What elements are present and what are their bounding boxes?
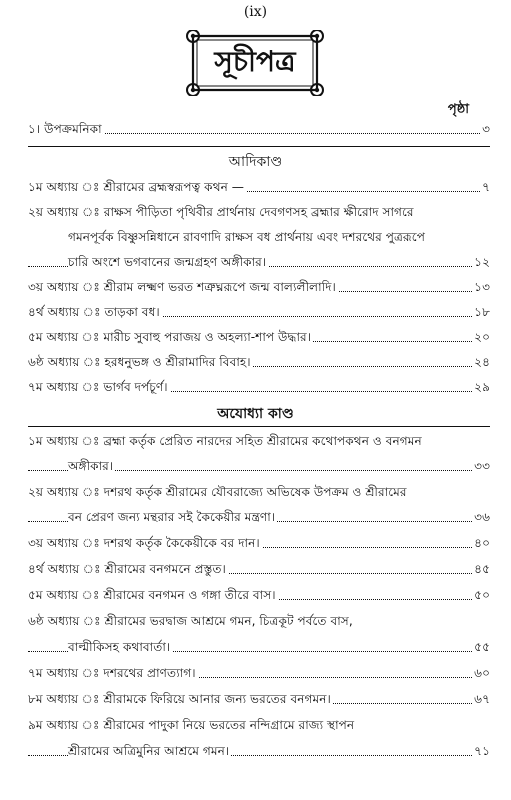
entry-text-continued: বাল্মীকিসহ কথাবার্তা।	[68, 636, 172, 658]
section-heading: অযোধ্যা কাণ্ড	[217, 406, 294, 422]
entry-text-continued: গমনপূর্বক বিষ্ণুসন্নিধানে রাবণাদি রাক্ষস বধ প্রার্থনায় এবং দশরথের পুত্ররূপে	[68, 230, 425, 244]
title-frame	[183, 30, 327, 96]
entry-page: ২৯	[472, 376, 490, 398]
toc-entry[interactable]	[28, 376, 490, 398]
toc-entry-last-line[interactable]	[28, 455, 490, 477]
entry-text: ৭ম অধ্যায় ঃ দশরথের প্রাণত্যাগ।	[28, 662, 198, 684]
entry-text: ৪র্থ অধ্যায় ঃ শ্রীরামের বনগমনে প্রস্তুত।	[28, 558, 228, 580]
entry-page: ৩	[480, 118, 490, 140]
entry-text: ১ম অধ্যায় ঃ ব্রহ্মা কর্তৃক প্রেরিত নারদের সহিত শ্রীরামের কথোপকথন ও বনগমন	[28, 430, 424, 452]
entry-text-continued: অঙ্গীকার।	[68, 455, 115, 477]
entry-text: ১ম অধ্যায় ঃ শ্রীরামের ব্রহ্মস্বরূপত্ব কথন —	[28, 176, 246, 198]
toc-entry[interactable]	[28, 351, 490, 373]
toc-entry[interactable]	[28, 532, 490, 554]
toc-entry[interactable]	[28, 714, 490, 736]
toc-entry[interactable]	[28, 176, 490, 198]
entry-page: ৭	[480, 176, 490, 198]
entry-page: ৬০	[472, 662, 490, 684]
entry-text: ২য় অধ্যায় ঃ দশরথ কর্তৃক শ্রীরামের যৌবরাজ্যে অভিষেক উপক্রম ও শ্রীরামের	[28, 481, 409, 503]
toc-entry[interactable]	[28, 301, 490, 323]
entry-text: ৪র্থ অধ্যায় ঃ তাড়কা বধ।	[28, 301, 162, 323]
toc-entry[interactable]	[28, 688, 490, 710]
entry-page: ১২	[472, 251, 490, 273]
entry-text: ৯ম অধ্যায় ঃ শ্রীরামের পাদুকা নিয়ে ভরতের নন্দিগ্রামে রাজ্য স্থাপন	[28, 714, 356, 736]
toc-entry-last-line[interactable]	[28, 636, 490, 658]
toc-entry-last-line[interactable]	[28, 506, 490, 528]
toc-entry[interactable]	[28, 584, 490, 606]
entry-text: ৩য় অধ্যায় ঃ শ্রীরাম লক্ষ্মণ ভরত শত্রুঘ্নরূপে জন্ম বাল্যলীলাদি।	[28, 276, 338, 298]
entry-page: ৭১	[472, 740, 490, 762]
toc-entry[interactable]	[28, 481, 490, 503]
entry-page: ১৮	[472, 301, 490, 323]
toc-entry[interactable]	[28, 430, 490, 452]
entry-page: ৫০	[472, 584, 490, 606]
entry-text: ৩য় অধ্যায় ঃ দশরথ কর্তৃক কৈকেয়ীকে বর দান।	[28, 532, 262, 554]
entry-page: ৪০	[472, 532, 490, 554]
toc-entry[interactable]	[28, 662, 490, 684]
page-number: (ix)	[243, 4, 268, 20]
section-heading: আদিকাণ্ড	[228, 154, 283, 170]
toc-entry[interactable]	[28, 558, 490, 580]
toc-entry-last-line[interactable]	[28, 740, 490, 762]
entry-page: ৪৫	[472, 558, 490, 580]
toc-entry-intro[interactable]	[28, 118, 490, 140]
toc-entry[interactable]	[28, 326, 490, 348]
entry-page: ৩৬	[472, 506, 490, 528]
page-title: সূচীপত্র	[214, 44, 296, 78]
entry-text-continued: শ্রীরামের অত্রিমুনির আশ্রমে গমন।	[68, 740, 231, 762]
entry-text: ৫ম অধ্যায় ঃ মারীচ সুবাহু পরাজয় ও অহল্যা-শাপ উদ্ধার।	[28, 326, 313, 348]
entry-page: ২০	[472, 326, 490, 348]
entry-text: ৭ম অধ্যায় ঃ ভার্গব দর্পচূর্ণ।	[28, 376, 170, 398]
entry-text-continued: বন প্রেরণ জন্য মন্থরার সই কৈকেয়ীর মন্ত্রণা।	[68, 506, 277, 528]
toc-entry[interactable]	[28, 610, 490, 632]
entry-text: ৬ষ্ঠ অধ্যায় ঃ হরধনুভঙ্গ ও শ্রীরামাদির বিবাহ।	[28, 351, 253, 373]
entry-page: ২৪	[472, 351, 490, 373]
entry-text: ১। উপক্রমনিকা	[28, 118, 104, 140]
page-column-label: পৃষ্ঠা	[447, 102, 469, 117]
section-divider	[28, 146, 490, 147]
entry-text: ৬ষ্ঠ অধ্যায় ঃ শ্রীরামের ভরদ্বাজ আশ্রমে গমন, চিত্রকূট পর্বতে বাস,	[28, 610, 355, 632]
toc-entry[interactable]	[28, 276, 490, 298]
entry-text-continued: চারি অংশে ভগবানের জন্মগ্রহণ অঙ্গীকার।	[68, 251, 268, 273]
entry-page: ৫৫	[472, 636, 490, 658]
entry-text: ২য় অধ্যায় ঃ রাক্ষস পীড়িতা পৃথিবীর প্রার্থনায় দেবগণসহ ব্রহ্মার ক্ষীরোদ সাগরে	[28, 201, 416, 223]
entry-text: ৮ম অধ্যায় ঃ শ্রীরামকে ফিরিয়ে আনার জন্য ভরতের বনগমন।	[28, 688, 333, 710]
section-divider	[28, 426, 490, 427]
toc-entry[interactable]	[28, 201, 490, 223]
entry-text: ৫ম অধ্যায় ঃ শ্রীরামের বনগমন ও গঙ্গা তীরে বাস।	[28, 584, 278, 606]
entry-page: ১৩	[472, 276, 490, 298]
entry-page: ৩৩	[472, 455, 490, 477]
toc-entry-last-line[interactable]	[28, 251, 490, 273]
entry-page: ৬৭	[472, 688, 490, 710]
